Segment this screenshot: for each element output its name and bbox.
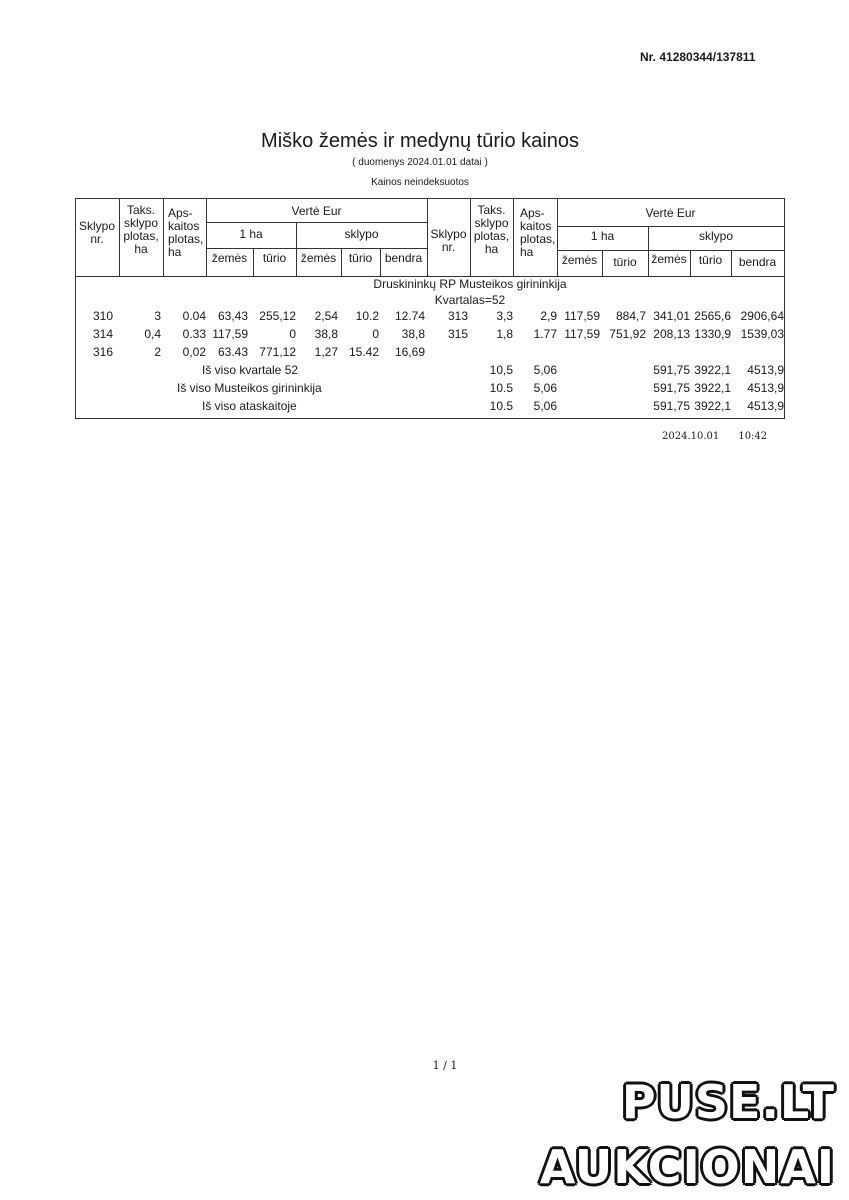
total-aps: 5,06	[533, 381, 557, 395]
table-cell: 16,69	[394, 345, 425, 359]
watermark-line-1: PUSE.LT	[621, 1075, 835, 1129]
col-header-zemes-sklypo-2: žemės	[651, 252, 687, 266]
table-cell: 751,92	[609, 327, 646, 341]
table-cell: 315	[447, 327, 468, 341]
col-header-taks-plotas-2: Taks. sklypo plotas, ha	[473, 203, 510, 256]
table-cell: 63.43	[217, 345, 248, 359]
table-cell: 63,43	[217, 309, 248, 323]
total-turio: 3922,1	[694, 381, 731, 395]
table-cell: 1,8	[496, 327, 513, 341]
total-bendra: 4513,9	[747, 363, 784, 377]
data-date-subtitle: ( duomenys 2024.01.01 datai )	[352, 157, 488, 168]
table-cell: 0,02	[182, 345, 206, 359]
table-cell: 313	[447, 309, 468, 323]
page-title: Miško žemės ir medynų tūrio kainos	[261, 130, 579, 152]
col-header-taks-plotas: Taks. sklypo plotas, ha	[123, 203, 159, 256]
table-cell: 0.04	[182, 309, 206, 323]
total-label: Iš viso ataskaitoje	[202, 399, 297, 413]
total-bendra: 4513,9	[747, 399, 784, 413]
table-cell: 2906,64	[740, 309, 784, 323]
col-header-per-ha: 1 ha	[239, 227, 263, 241]
table-cell: 208,13	[653, 327, 690, 341]
total-turio: 3922,1	[694, 399, 731, 413]
table-cell: 117,59	[212, 327, 248, 341]
total-taks: 10,5	[489, 363, 513, 377]
table-cell: 316	[92, 345, 113, 359]
total-label: Iš viso kvartale 52	[202, 363, 299, 377]
total-taks: 10.5	[489, 381, 513, 395]
total-aps: 5,06	[533, 399, 557, 413]
col-header-turio-sklypo: tūrio	[348, 251, 373, 265]
col-header-zemes-sklypo: žemės	[300, 251, 337, 265]
table-cell: 2565,6	[694, 309, 731, 323]
table-cell: 255,12	[259, 309, 296, 323]
col-header-verte: Vertė Eur	[291, 204, 342, 218]
table-cell: 10.2	[355, 309, 379, 323]
table-cell: 117,59	[564, 327, 600, 341]
total-zemes: 591,75	[653, 381, 690, 395]
total-label: Iš viso Musteikos girininkija	[177, 381, 322, 395]
table-cell: 3	[154, 309, 161, 323]
total-zemes: 591,75	[653, 399, 690, 413]
col-header-sklypo-nr-2: Sklypo nr.	[430, 227, 467, 254]
table-cell: 771,12	[259, 345, 296, 359]
col-header-turio-ha: tūrio	[262, 251, 287, 265]
watermark-line-2: AUKCIONAI	[539, 1140, 835, 1194]
table-cell: 3,3	[496, 309, 513, 323]
table-cell: 12.74	[394, 309, 425, 323]
table-cell: 314	[92, 327, 113, 341]
prices-note: Kainos neindeksuotos	[371, 177, 469, 188]
report-timestamp: 2024.10.01 10:42	[662, 431, 768, 442]
table-cell: 117,59	[564, 309, 600, 323]
col-header-sklypo-2: sklypo	[698, 229, 733, 243]
col-header-apskaitos-plotas: Aps- kaitos plotas, ha	[168, 206, 204, 259]
quarter-caption: Kvartalas=52	[434, 293, 506, 307]
col-header-sklypo: sklypo	[344, 227, 379, 241]
total-bendra: 4513,9	[747, 381, 784, 395]
col-header-zemes-ha: žemės	[211, 251, 248, 265]
table-cell: 1330,9	[694, 327, 731, 341]
table-cell: 15.42	[348, 345, 379, 359]
col-header-per-ha-2: 1 ha	[590, 229, 615, 243]
page-number: 1 / 1	[432, 1059, 458, 1072]
table-cell: 0.33	[182, 327, 206, 341]
total-aps: 5,06	[533, 363, 557, 377]
table-cell: 341,01	[653, 309, 690, 323]
col-header-verte-2: Vertė Eur	[645, 206, 696, 220]
col-header-turio-ha-2: tūrio	[613, 255, 637, 269]
col-header-zemes-ha-2: žemės	[561, 253, 598, 267]
total-zemes: 591,75	[653, 363, 690, 377]
document-number: Nr. 41280344/137811	[640, 50, 756, 64]
col-header-apskaitos-plotas-2: Aps- kaitos plotas, ha	[520, 206, 556, 259]
col-header-sklypo-nr: Sklypo nr.	[78, 219, 116, 246]
table-cell: 2,9	[540, 309, 557, 323]
table-cell: 0	[289, 327, 296, 341]
col-header-bendra-2: bendra	[738, 255, 777, 269]
forestry-caption: Druskininkų RP Musteikos girininkija	[373, 277, 567, 291]
table-cell: 0,4	[144, 327, 161, 341]
table-cell: 310	[92, 309, 113, 323]
table-cell: 1539,03	[740, 327, 784, 341]
table-cell: 884,7	[615, 309, 646, 323]
table-cell: 2	[154, 345, 161, 359]
total-turio: 3922,1	[694, 363, 731, 377]
col-header-bendra: bendra	[384, 251, 423, 265]
total-taks: 10.5	[489, 399, 513, 413]
col-header-turio-sklypo-2: tūrio	[698, 253, 723, 267]
table-cell: 0	[372, 327, 379, 341]
table-cell: 38,8	[314, 327, 338, 341]
table-cell: 1.77	[533, 327, 557, 341]
table-cell: 2,54	[314, 309, 338, 323]
table-cell: 38,8	[401, 327, 425, 341]
table-cell: 1,27	[314, 345, 338, 359]
